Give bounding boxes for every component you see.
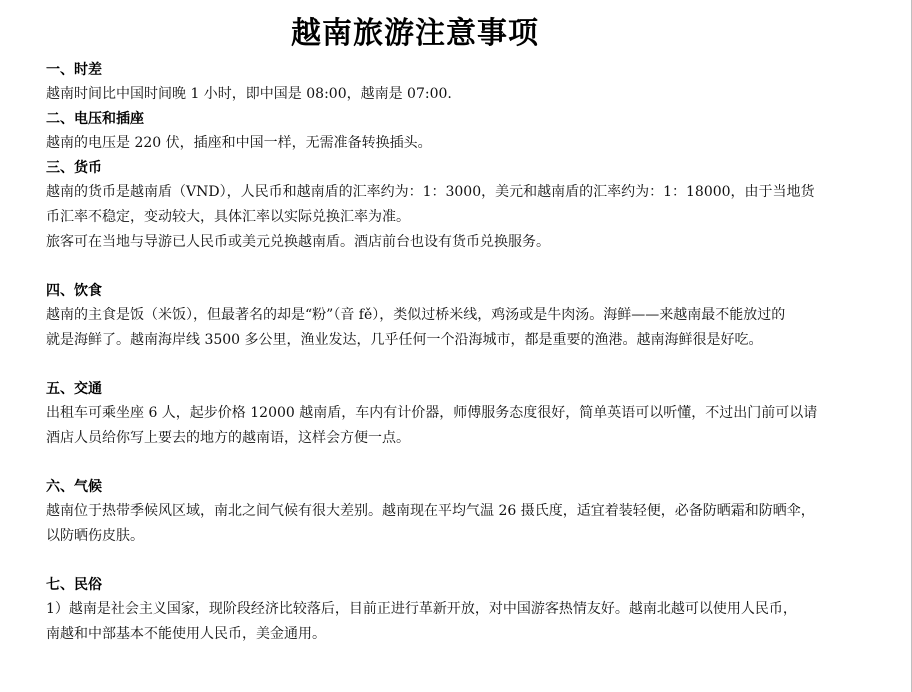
section-climate	[46, 475, 876, 549]
section-transport	[46, 377, 876, 451]
section-text-line: 以防晒伤皮肤。	[46, 528, 144, 544]
section-heading: 七、民俗	[46, 577, 102, 593]
section-currency	[46, 156, 876, 255]
section-text-line: 越南时间比中国时间晚 1 小时，即中国是 08:00，越南是 07:00.	[46, 86, 452, 102]
section-heading: 五、交通	[46, 381, 102, 397]
section-text-line: 越南的货币是越南盾（VND），人民币和越南盾的汇率约为：1：3000，美元和越南盾的汇率约为：1：18000，由于当地货	[46, 184, 815, 200]
section-text-line: 旅客可在当地与导游已人民币或美元兑换越南盾。酒店前台也设有货币兑换服务。	[46, 234, 550, 250]
section-text-line: 越南位于热带季候风区域，南北之间气候有很大差别。越南现在平均气温 26 摄氏度，适宜着装轻便，必备防晒霜和防晒伞，	[46, 503, 815, 519]
section-text-line: 就是海鲜了。越南海岸线 3500 多公里，渔业发达，几乎任何一个沿海城市，都是重要的渔港。越南海鲜很是好吃。	[46, 332, 763, 348]
paragraph-spacer	[46, 451, 876, 475]
section-text-line: 1）越南是社会主义国家，现阶段经济比较落后，目前正进行革新开放，对中国游客热情友好。越南北越可以使用人民币，	[46, 601, 797, 617]
paragraph-spacer	[46, 549, 876, 573]
section-text-line: 酒店人员给你写上要去的地方的越南语，这样会方便一点。	[46, 430, 410, 446]
document-title: 越南旅游注意事项	[291, 16, 539, 51]
section-heading: 四、饮食	[46, 283, 102, 299]
section-voltage-sockets	[46, 107, 876, 156]
paragraph-spacer	[46, 353, 876, 377]
section-heading: 二、电压和插座	[46, 111, 144, 127]
section-text-line: 币汇率不稳定，变动较大，具体汇率以实际兑换汇率为准。	[46, 209, 410, 225]
section-text-line: 越南的电压是 220 伏，插座和中国一样，无需准备转换插头。	[46, 135, 432, 151]
section-heading: 一、时差	[46, 62, 102, 78]
section-customs	[46, 573, 876, 647]
section-food	[46, 279, 876, 353]
section-heading: 六、气候	[46, 479, 102, 495]
section-text-line: 南越和中部基本不能使用人民币，美金通用。	[46, 626, 326, 642]
section-time-difference	[46, 58, 876, 107]
section-text-line: 出租车可乘坐座 6 人，起步价格 12000 越南盾，车内有计价器，师傅服务态度很好，简单英语可以听懂，不过出门前可以请	[46, 405, 818, 421]
document-body	[46, 58, 876, 647]
section-text-line: 越南的主食是饭（米饭），但最著名的却是“粉”（音 fě），类似过桥米线，鸡汤或是牛肉汤。海鲜——来越南最不能放过的	[46, 307, 786, 323]
paragraph-spacer	[46, 255, 876, 279]
section-heading: 三、货币	[46, 160, 102, 176]
